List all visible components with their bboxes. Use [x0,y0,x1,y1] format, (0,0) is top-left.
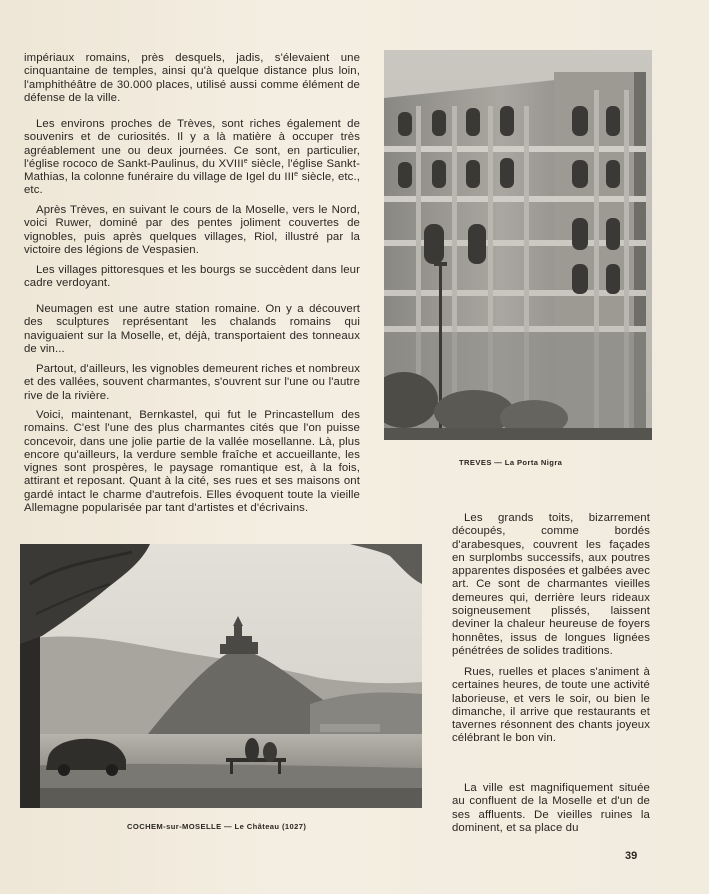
page-number: 39 [625,850,638,862]
paragraph-amphitheatre: impériaux romains, près desquels, jadis, s'élevaient une cinquantaine de temples, ainsi qu'à quelque distance plus loin, l'amphithéâtre de 30.000 places, utilisé aussi comme élément de défense de la ville. [24,52,360,104]
cochem-caption: COCHEM-sur-MOSELLE — Le Château (1027) [127,822,307,831]
paragraph-bernkastel: Voici, maintenant, Bernkastel, qui fut le Princastellum des romains. C'est l'une des plus charmantes cités que l'on puisse concevoir, dans une jolie partie de la vallée mosellanne. Là, plus encore qu'ailleurs, la verdure semble fraîche et accueillante, les vignes sont prospères, le paysage romantique est, à la fois, attirant et reposant. Quant à la cité, ses rues et ses maisons ont gardé intact le charme d'autrefois. Elles évoquent toute la vieille Allemagne popularisée par tant d'artistes et d'écrivains. [24,409,360,515]
paragraph-environs: Les environs proches de Trèves, sont riches également de souvenirs et de curiosités. Il y a là matière à occuper très agréablement une ou deux journées. Ce sont, en particulier, l'église rococo de Sankt-Paulinus, du XVIIIe siècle, l'église Sankt-Mathias, la colonne funéraire du village de Igel du IIIe siècle, etc., etc. [24,118,360,197]
paragraph-confluent: La ville est magnifiquement située au confluent de la Moselle et d'un de ses affluents. De vieilles ruines la dominent, et sa place du [452,782,650,834]
cochem-castle-photo [20,544,422,808]
porta-nigra-photo [384,50,652,440]
paragraph-villages: Les villages pittoresques et les bourgs se succèdent dans leur cadre verdoyant. [24,264,360,290]
paragraph-ruwer: Après Trèves, en suivant le cours de la Moselle, vers le Nord, voici Ruwer, dominé par des pentes joliment couvertes de vignobles, puis après quelques villages, Riol, illustré par la victoire des légions de Vespasien. [24,204,360,256]
paragraph-grands-toits: Les grands toits, bizarrement découpés, comme bordés d'arabesques, couvrent les façades en surplombs successifs, aux poutres apparentes disposées et galbées avec art. Ce sont de charmantes vieilles demeures qui, derrière leurs rideaux soigneusement plissés, laissent deviner la chaleur heureuse de foyers honnêtes, issus de longues lignées pénétrées de solides traditions. [452,512,651,657]
paragraph-vignobles: Partout, d'ailleurs, les vignobles demeurent riches et nombreux et des vallées, souvent charmantes, s'ouvrent sur l'une ou l'autre rive de la rivière. [24,363,360,402]
paragraph-neumagen: Neumagen est une autre station romaine. On y a découvert des sculptures représentant les chalands romains qui naviguaient sur la Moselle, et, déjà, transportaient des tonneaux de vin... [24,303,360,355]
porta-nigra-caption: TREVES — La Porta Nigra [459,458,563,467]
paragraph-rues: Rues, ruelles et places s'animent à certaines heures, de toute une activité laborieuse, et vers le soir, ou bien le dimanche, il arrive que restaurants et tavernes résonnent des chants joyeux célébrant le bon vin. [452,666,650,745]
